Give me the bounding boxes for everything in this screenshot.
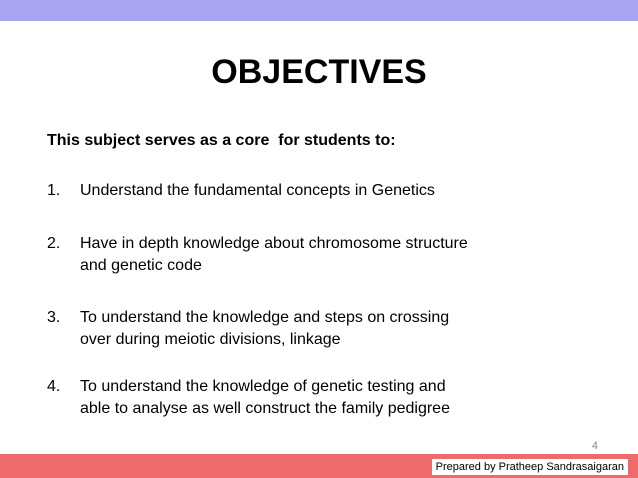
page-number: 4 xyxy=(591,440,598,452)
objective-number: 4. xyxy=(47,378,61,395)
author-credit: Prepared by Pratheep Sandrasaigaran xyxy=(432,459,628,475)
objective-number: 2. xyxy=(47,235,61,252)
objective-text: Have in depth knowledge about chromosome structure and genetic code xyxy=(80,235,468,274)
top-color-band xyxy=(0,0,638,21)
intro-text: This subject serves as a core for students to: xyxy=(47,132,396,149)
objective-text: To understand the knowledge and steps on crossing over during meiotic divisions, linkage xyxy=(80,309,450,348)
slide-title: OBJECTIVES xyxy=(211,53,427,91)
objective-text: Understand the fundamental concepts in Genetics xyxy=(80,182,435,199)
objective-text: To understand the knowledge of genetic testing and able to analyse as well construct the family pedigree xyxy=(80,378,450,417)
objective-number: 1. xyxy=(47,182,61,199)
objective-number: 3. xyxy=(47,309,61,326)
